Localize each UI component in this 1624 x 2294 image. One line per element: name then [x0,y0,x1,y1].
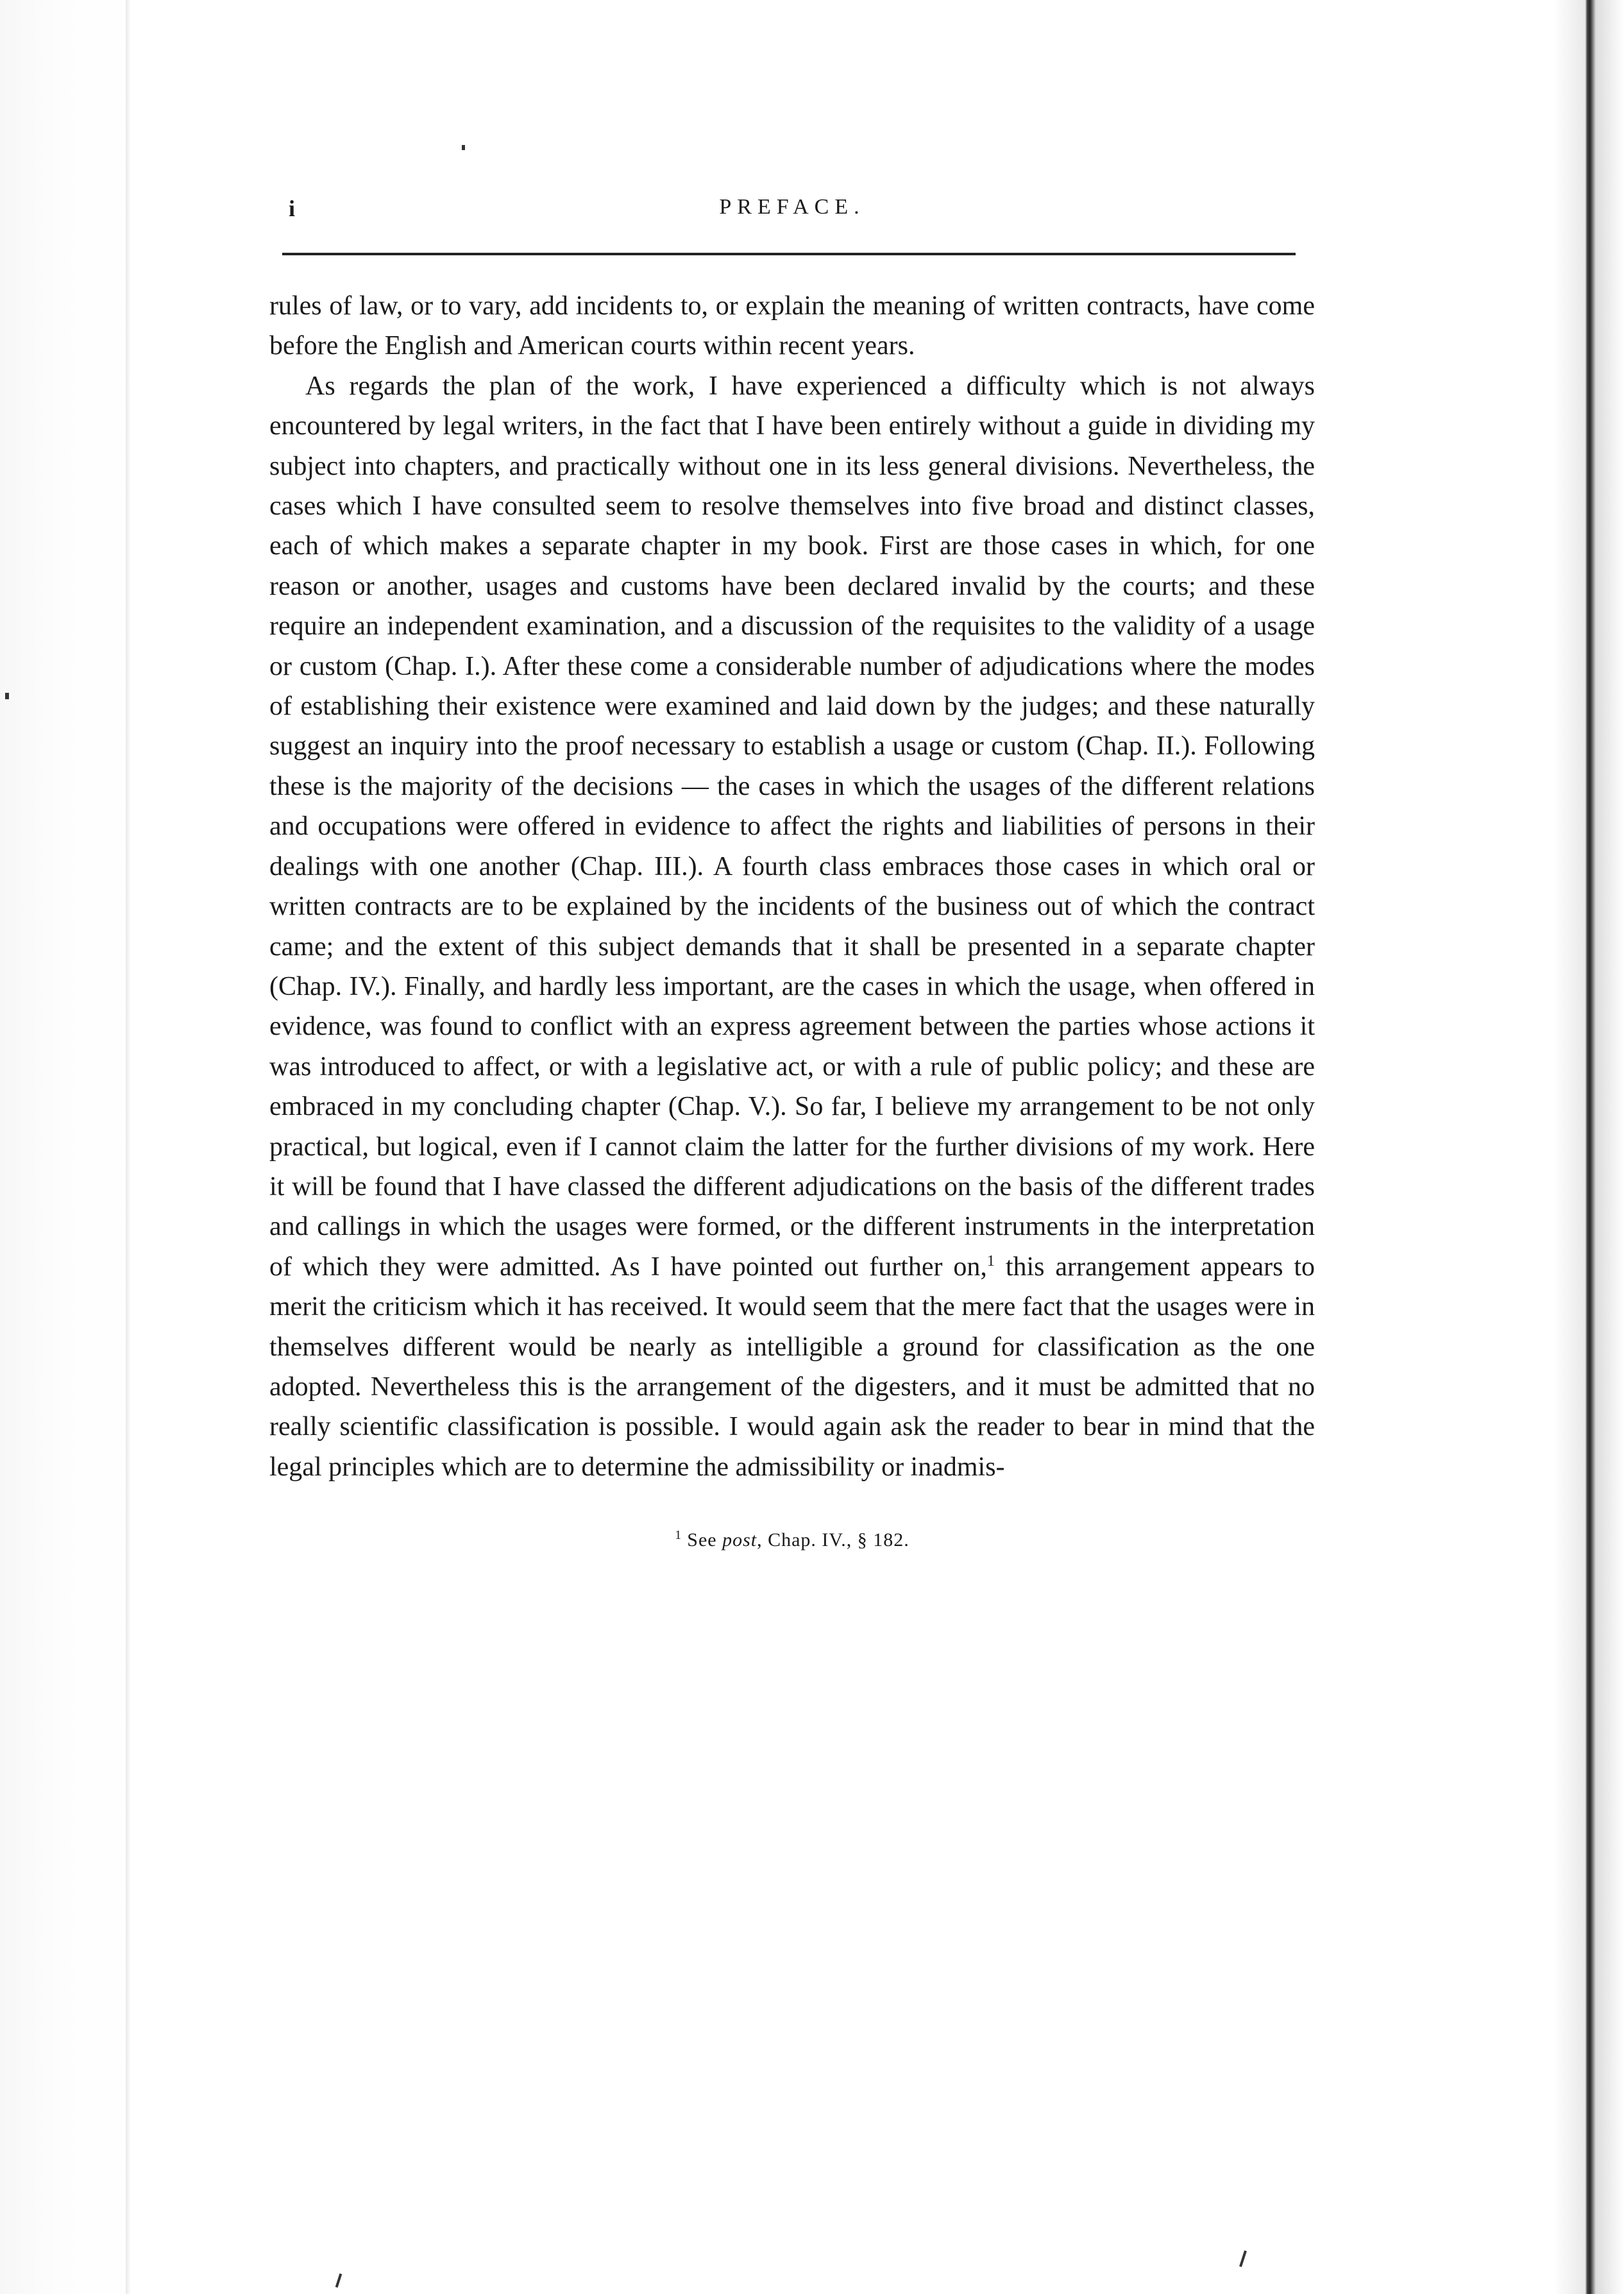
footnote-see: See [687,1529,717,1551]
footnote [269,1529,1315,1551]
preface-body [269,286,1315,1487]
scan-left-margin [0,0,141,2294]
book-page [269,186,1315,1551]
scan-spine-shadow [126,0,131,2294]
paragraph-continued: rules of law, or to vary, add incidents to, or explain the meaning of written contracts, have come before the English and American courts within recent years. [269,291,1315,361]
scan-speck [1239,2250,1247,2267]
paragraph-plan-of-work [269,366,1315,1487]
footnote-citation: , Chap. IV., § 182. [757,1529,909,1551]
footnote-post: post [722,1529,757,1551]
scan-speck [5,693,9,699]
footnote-mark: 1 [675,1528,682,1543]
paragraph-text: this arrangement appears to merit the criticism which it has received. It would seem that the mere fact that the usages were in themselves different would be nearly as intelligible a ground for classification as the one adopted. Nevertheless this is the arrangement of the digesters, and it must be admitted that no really scientific classification is possible. I would again ask the reader to bear in mind that the legal principles which are to determine the admissibility or inadmis- [269,1252,1315,1482]
running-head [269,186,1315,225]
running-head-title: PREFACE. [719,195,865,219]
footnote-reference: 1 [986,1252,995,1270]
scan-right-edge [1553,0,1624,2294]
scan-speck [462,145,465,150]
paragraph-text: As regards the plan of the work, I have experienced a difficulty which is not always encountered by legal writers, in the fact that I have been entirely without a guide in dividing my subject into chapters, and practically without one in its less general divisions. Nevertheless, the cases which I have consulted seem to resolve themselves into five broad and distinct classes, each of which makes a separate chapter in my book. First are those cases in which, for one reason or another, usages and customs have been declared invalid by the courts; and these require an independent examination, and a discussion of the requisites to the validity of a usage or custom (Chap. I.). After these come a considerable number of adjudications where the modes of establishing their existence were examined and laid down by the judges; and these naturally suggest an inquiry into the proof necessary to establish a usage or custom (Chap. II.). Following these is the majority of the decisions — the cases in which the usages of the different relations and occupations were offered in evidence to affect the rights and liabilities of persons in their dealings with one another (Chap. III.). A fourth class embraces those cases in which oral or written contracts are to be explained by the incidents of the business out of which the contract came; and the extent of this subject demands that it shall be presented in a separate chapter (Chap. IV.). Finally, and hardly less important, are the cases in which the usage, when offered in evidence, was found to conflict with an express agreement between the parties whose actions it was introduced to affect, or with a legislative act, or with a rule of public policy; and these are embraced in my concluding chapter (Chap. V.). So far, I believe my arrangement to be not only practical, but logical, even if I cannot claim the latter for the further divisions of my work. Here it will be found that I have classed the different adjudications on the basis of the different trades and callings in which the usages were formed, or the different instruments in the interpretation of which they were admitted. As I have pointed out further on, [269,371,1315,1282]
page-number: i [289,196,297,221]
scan-speck [335,2273,343,2288]
header-rule [282,253,1296,255]
